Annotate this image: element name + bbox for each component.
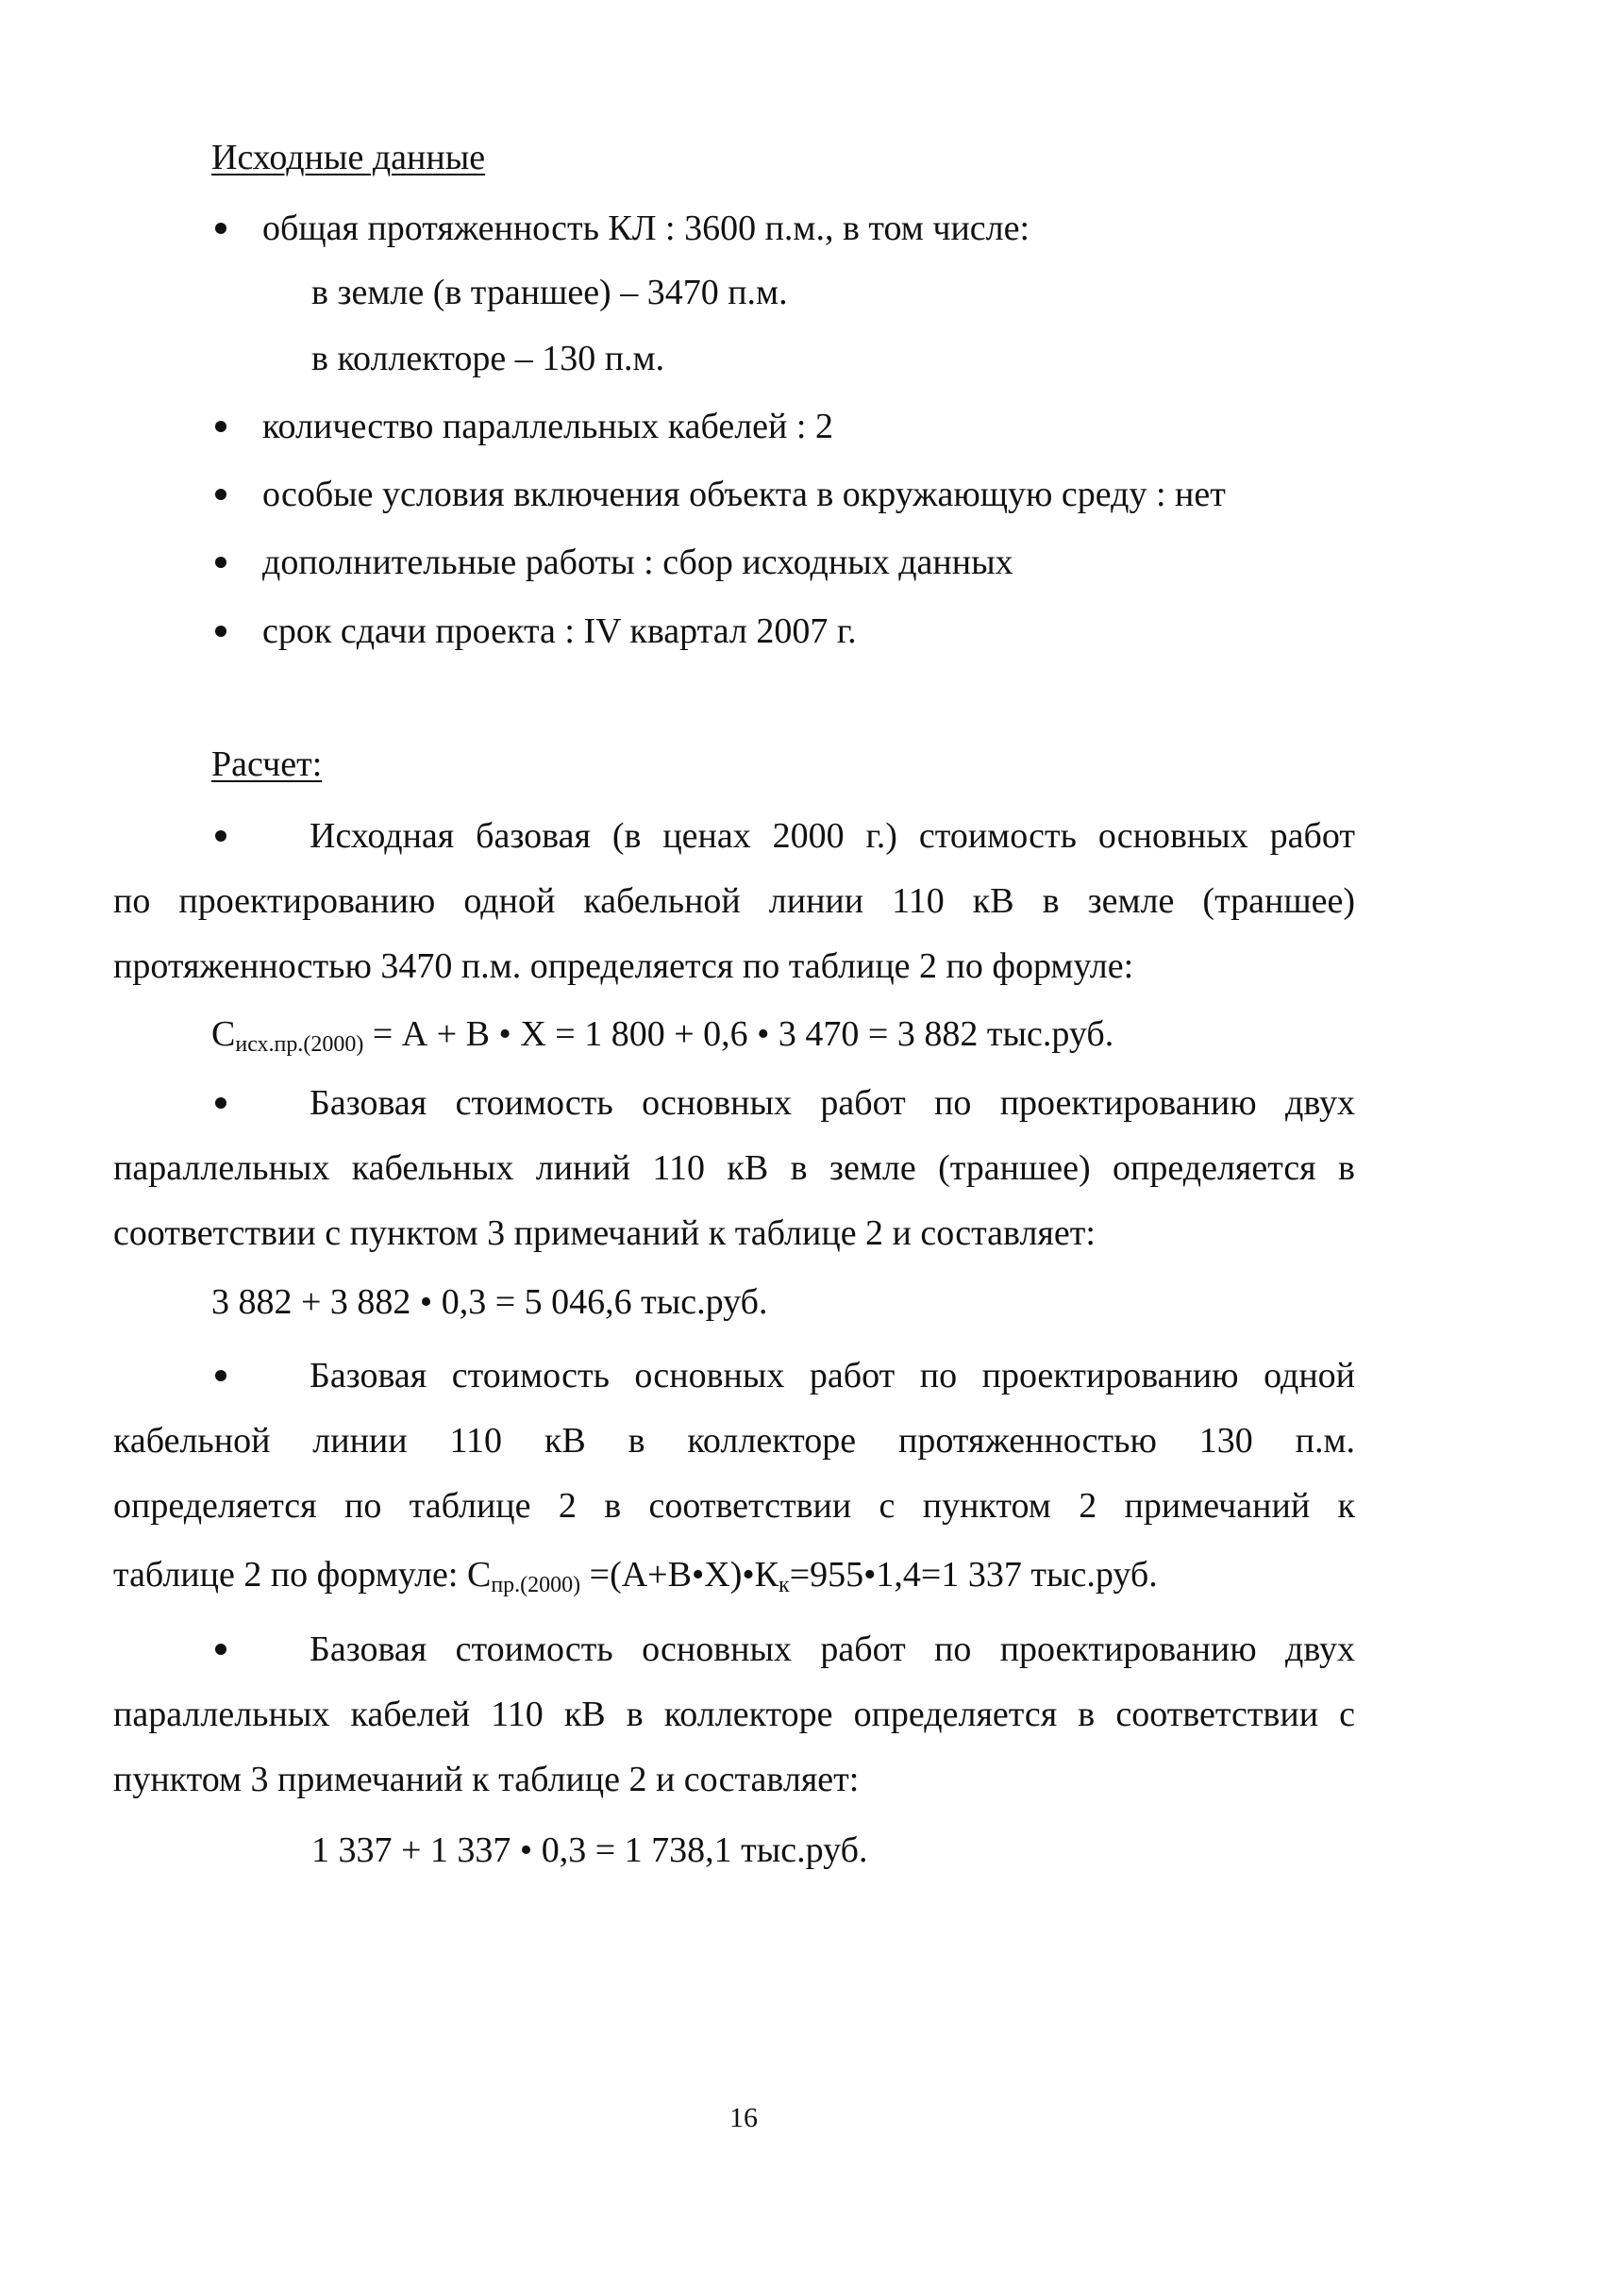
calc-heading: Расчет: [211,744,323,784]
formula-subscript-k: к [779,1573,790,1597]
source-subitem-collector: в коллекторе – 130 п.м. [311,339,665,378]
source-item-total-length: общая протяженность КЛ : 3600 п.м., в том числе: [262,209,1030,248]
calc-p2-line1: Базовая стоимость основных работ по проектированию двух [310,1083,1355,1123]
formula-expression: = А + В • Х = 1 800 + 0,6 • 3 470 = 3 882 тыс.руб. [363,1014,1114,1054]
bullet-icon [215,557,226,568]
formula-prefix: таблице 2 по формуле: С [113,1555,492,1595]
bullet-icon [215,421,226,432]
formula-symbol: С [211,1014,236,1054]
calc-p2-line2: параллельных кабельных линий 110 кВ в земле (траншее) определяется в [113,1148,1355,1188]
calc-p3-line4-formula [113,1552,1158,1597]
calc-p1-line2: по проектированию одной кабельной линии 110 кВ в земле (траншее) [113,881,1355,921]
calc-p1-line1: Исходная базовая (в ценах 2000 г.) стоимость основных работ [310,816,1355,856]
source-item-deadline: срок сдачи проекта : IV квартал 2007 г. [262,611,857,651]
calc-p3-line1: Базовая стоимость основных работ по проектированию одной [310,1356,1355,1395]
bullet-icon [215,830,226,842]
formula-base-cost [211,1011,1113,1057]
formula-result: =955•1,4=1 337 тыс.руб. [789,1555,1158,1595]
calc-p3-line3: определяется по таблице 2 в соответствии с пунктом 2 примечаний к [113,1486,1355,1526]
page-number: 16 [729,2102,758,2133]
bullet-icon [215,626,226,637]
formula-subscript: исх.пр.(2000) [235,1032,364,1057]
source-item-conditions: особые условия включения объекта в окружающую среду : нет [262,475,1226,514]
calc-p2-line3: соответствии с пунктом 3 примечаний к таблице 2 и составляет: [113,1213,1096,1253]
formula-subscript: пр.(2000) [491,1573,581,1597]
source-item-cables: количество параллельных кабелей : 2 [262,407,833,446]
bullet-icon [215,1370,226,1381]
formula-two-cables-collector: 1 337 + 1 337 • 0,3 = 1 738,1 тыс.руб. [311,1830,868,1870]
calc-p4-line3: пунктом 3 примечаний к таблице 2 и составляет: [113,1760,860,1799]
source-item-additional: дополнительные работы : сбор исходных данных [262,543,1013,582]
bullet-icon [215,1644,226,1655]
calc-p3-line2: кабельной линии 110 кВ в коллекторе протяженностью 130 п.м. [113,1421,1355,1461]
bullet-icon [215,223,226,234]
formula-two-lines-ground: 3 882 + 3 882 • 0,3 = 5 046,6 тыс.руб. [211,1282,768,1322]
calc-p1-line3: протяженностью 3470 п.м. определяется по таблице 2 по формуле: [113,946,1134,986]
bullet-icon [215,489,226,500]
calc-p4-line2: параллельных кабелей 110 кВ в коллекторе определяется в соответствии с [113,1695,1355,1734]
source-subitem-ground: в земле (в траншее) – 3470 п.м. [311,273,788,312]
formula-expression: =(А+В•Х)•К [580,1555,779,1595]
source-heading: Исходные данные [211,138,486,177]
bullet-icon [215,1097,226,1109]
calc-p4-line1: Базовая стоимость основных работ по проектированию двух [310,1629,1355,1669]
